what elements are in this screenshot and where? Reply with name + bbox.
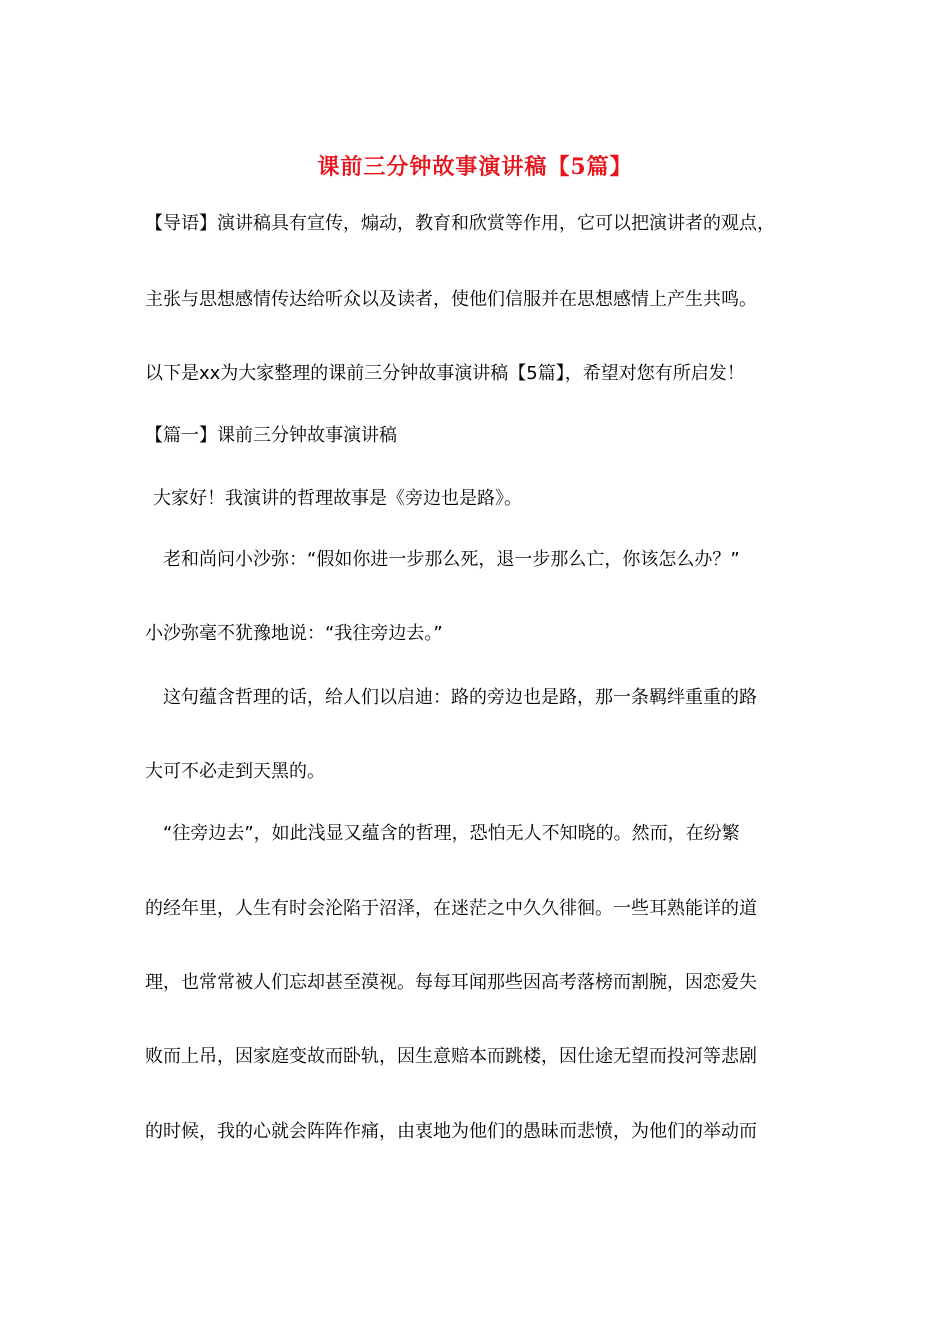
paragraph-line: 小沙弥毫不犹豫地说：“我往旁边去。” bbox=[145, 623, 443, 644]
paragraph-line: 大可不必走到天黑的。 bbox=[145, 761, 325, 782]
paragraph-line: 理，也常常被人们忘却甚至漠视。每每耳闻那些因高考落榜而割腕，因恋爱失 bbox=[145, 972, 757, 993]
paragraph-line: 老和尚问小沙弥：“假如你进一步那么死，退一步那么亡，你该怎么办？” bbox=[163, 549, 740, 570]
paragraph-line: “往旁边去”，如此浅显又蕴含的哲理，恐怕无人不知晓的。然而，在纷繁 bbox=[163, 823, 740, 844]
paragraph-line: 以下是xx为大家整理的课前三分钟故事演讲稿【5篇】，希望对您有所启发！ bbox=[145, 363, 745, 384]
section-heading: 【篇一】课前三分钟故事演讲稿 bbox=[145, 425, 397, 446]
paragraph-line: 的经年里，人生有时会沦陷于沼泽，在迷茫之中久久徘徊。一些耳熟能详的道 bbox=[145, 898, 757, 919]
paragraph-line: 主张与思想感情传达给听众以及读者，使他们信服并在思想感情上产生共鸣。 bbox=[145, 289, 757, 310]
paragraph-line: 的时候，我的心就会阵阵作痛，由衷地为他们的愚昧而悲愤，为他们的举动而 bbox=[145, 1121, 757, 1142]
paragraph-line: 败而上吊，因家庭变故而卧轨，因生意赔本而跳楼，因仕途无望而投河等悲剧 bbox=[145, 1046, 757, 1067]
paragraph-line: 大家好！我演讲的哲理故事是《旁边也是路》。 bbox=[153, 488, 522, 509]
document-title: 课前三分钟故事演讲稿【5篇】 bbox=[317, 154, 633, 180]
paragraph-line: 这句蕴含哲理的话，给人们以启迪：路的旁边也是路，那一条羁绊重重的路 bbox=[163, 687, 757, 708]
paragraph-line: 【导语】演讲稿具有宣传，煽动，教育和欣赏等作用，它可以把演讲者的观点， bbox=[145, 213, 775, 234]
